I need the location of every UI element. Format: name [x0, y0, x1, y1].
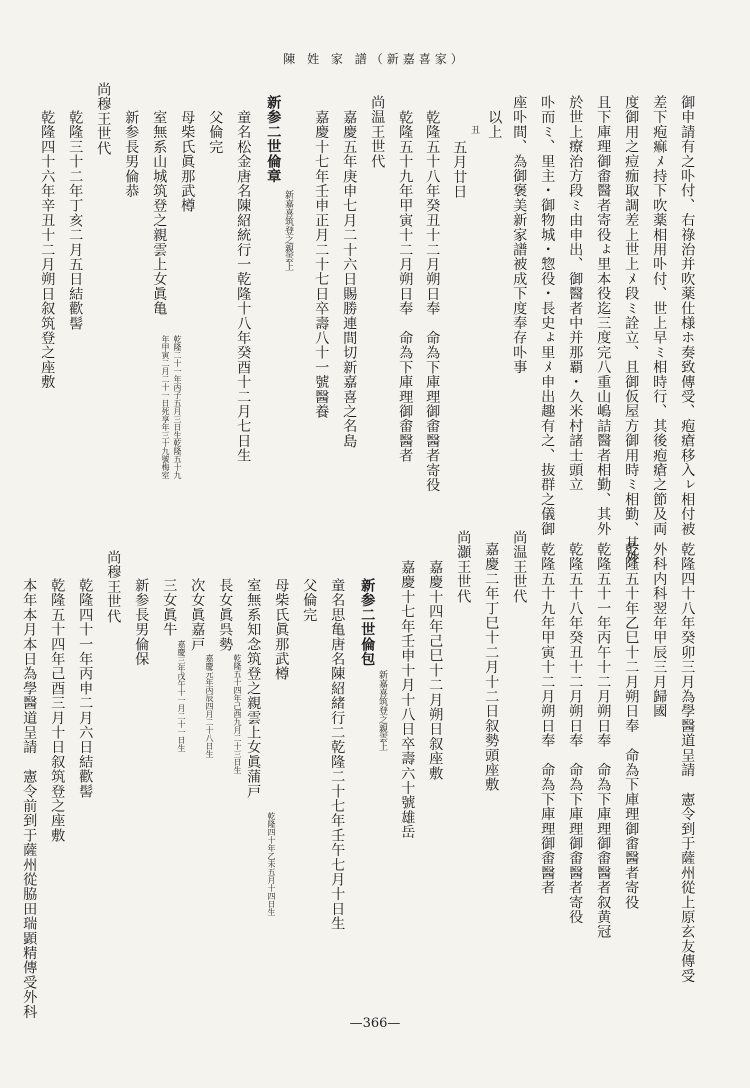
text-column: 乾隆五十四年己酉三月十日叙筑登之座敷 [49, 578, 66, 843]
text-column: 尚温王世代 [511, 530, 528, 604]
page-header: 陳 姓 家 譜（新嘉喜家） [283, 52, 467, 66]
text-column: 御申請有之卟付、右祿治并吹薬仕様ホ奏致傳受、疱瘡移入ㇾ相付被 [679, 95, 696, 536]
text-column: 乾隆五十八年癸丑十二月朔日奉 命為下庫理御畬醫者寄役 [424, 110, 441, 493]
text-column: 差下疱痲ﾒ持下吹薬相用卟付、世上早ﾐ相時行、其後疱瘡之節及両 [651, 95, 668, 536]
page-number: —366— [349, 1016, 401, 1031]
text-column-note: 乾隆五十四年己酉九月二十三日生 [233, 654, 242, 774]
text-column: 度御用之痘痂取調差上世上ﾒ段ﾐ詮立、且御仮屋方御用時ﾐ相勤、其外 [623, 95, 640, 566]
text-column: 三女眞牛 [161, 578, 178, 637]
section-heading-note: 新嘉喜筑登之親雲上 [377, 670, 387, 751]
text-column: 嘉慶十七年壬申十月十八日卒壽六十號雄岳 [399, 560, 416, 840]
section-heading-note: 新嘉喜筑登之親雲上 [283, 190, 293, 271]
text-column-note: 嘉慶元年丙辰四月二十八日生 [205, 654, 214, 758]
text-column: 乾隆五十八年癸丑十二月朔日奉 命為下庫理御畬醫者寄役 [567, 542, 584, 925]
text-column: 嘉慶五年庚申七月二十六日賜勝連間切新嘉喜之名島 [341, 110, 358, 449]
text-column: 卟而ﾐ、里主・御物城・惣役・長史ょ里ﾒ申出趣有之、抜群之儀御 [539, 95, 556, 536]
text-column: 乾隆四十八年癸卯三月為學醫道呈請 憲令到于薩州從上原玄友傳受 [679, 542, 696, 983]
text-column: 尚穆王世代 [95, 82, 112, 156]
text-column: 以上 [486, 110, 503, 140]
text-column: 尚温王世代 [369, 95, 386, 169]
text-column: 嘉慶二年丁巳十二月十二日叙勢頭座敷 [483, 542, 500, 792]
text-column: 母柴氏眞那武樽 [273, 578, 290, 681]
text-column: 乾隆五十一年丙午十二月朔日奉 命為下庫理御畬醫者叙黄冠 [595, 542, 612, 939]
text-column: 尚穆王世代 [105, 550, 122, 624]
text-column: 嘉慶十四年己巳十二月朔日叙座敷 [427, 560, 444, 781]
text-column: 乾隆五十九年甲寅十二月朔日奉 命為下庫理御畬醫者 [539, 542, 556, 895]
section-heading: 新参二世倫章 [265, 95, 282, 184]
text-column: 室無系山城筑登之親雲上女眞亀 [151, 110, 168, 316]
text-column: 童名思亀唐名陳紹緒行二乾隆二十七年壬午七月十日生 [329, 578, 346, 931]
text-column: 新参長男倫恭 [123, 110, 140, 199]
text-column-note: 乾隆四十年乙未五月十四日生 [267, 812, 276, 916]
section-heading: 新参二世倫包 [359, 578, 376, 667]
text-column-note: 年甲寅二月二十一日死享年三十九號梅室 [161, 335, 170, 479]
text-column: 乾隆四十六年辛丑十二月朔日叙筑登之座敷 [39, 110, 56, 390]
text-column: 乾隆三十二年丁亥二月五日結歡髻 [67, 110, 84, 331]
text-column: 父倫完 [301, 578, 318, 623]
text-column-note: 嘉慶三年戊午十一月二十一日生 [177, 640, 186, 752]
text-column: 新参長男倫保 [133, 578, 150, 667]
text-column: 長女眞呉勢 [217, 578, 234, 652]
text-column: 次女眞嘉戸 [189, 578, 206, 652]
text-column: 乾隆四十一年丙申二月六日結歡髻 [77, 578, 94, 799]
text-column: 本年本月本日為學醫道呈請 憲令前到于薩州從脇田瑞顕精傳受外科 [21, 578, 38, 1019]
text-column: 父倫完 [207, 110, 224, 155]
text-column: 母柴氏眞那武樽 [179, 110, 196, 213]
text-column: 尚灝王世代 [455, 530, 472, 604]
text-column: 乾隆五十年乙巳十二月朔日奉 命為下庫理御畬醫者寄役 [623, 542, 640, 910]
text-column: 室無系知念筑登之親雲上女眞蒲戸 [245, 578, 262, 799]
text-column-note: 乾隆二十一年丙子五月三日生乾隆五十九 [173, 335, 182, 479]
text-column: 且下庫理御畬醫者寄役ょ里本役迄三度完八重山嶋詰醫者相勤、其外 [595, 95, 612, 536]
text-column: 座卟間、為御褒美新家譜被成下度奉存卟事 [511, 95, 528, 375]
text-column: 童名松金唐名陳紹統行一乾隆十八年癸酉十二月七日生 [235, 110, 252, 463]
text-column: 於世上療治方段ﾐ由申出、御醫者中并那覇・久米村諸士頭立 [567, 95, 584, 492]
text-column: 乾隆五十九年甲寅十二月朔日奉 命為下庫理御畬醫者 [397, 110, 414, 463]
text-column-note: 丑 [469, 125, 479, 134]
text-column: 外科内科翌年甲辰三月歸國 [651, 542, 668, 719]
text-column: 嘉慶十七年壬申正月二十七日卒壽八十一號醫養 [313, 110, 330, 419]
text-column: 五月廿日 [451, 140, 468, 199]
